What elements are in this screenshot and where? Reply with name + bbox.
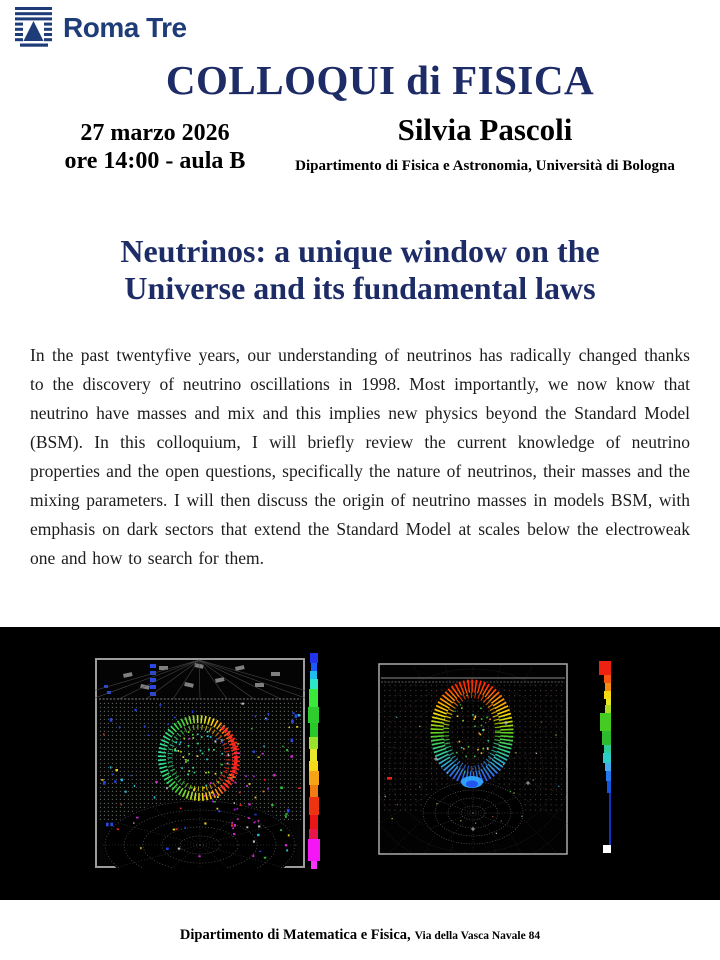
event-time-room: ore 14:00 - aula B [64, 148, 246, 174]
speaker-affiliation: Dipartimento di Fisica e Astronomia, Università di Bologna [295, 158, 675, 174]
neutrino-event-display-left [95, 658, 305, 868]
neutrino-event-display-right [378, 663, 568, 855]
colorbar-left [305, 653, 322, 869]
speaker-block [280, 112, 690, 175]
logo-text: Roma Tre [63, 12, 187, 43]
event-date: 27 marzo 2026 [80, 120, 230, 146]
footer [0, 926, 720, 944]
abstract-text: In the past twentyfive years, our understanding of neutrinos has radically changed thanks to the discovery of neutrino oscillations in 1998. Most importantly, we now know that neutrino have masses and mix and this implies new physics beyond the Standard Model (BSM). In this colloquium, I will briefly review the current knowledge of neutrino properties and the open questions, specifically the nature of neutrinos, their masses and the mixing parameters. I will then discuss the origin of neutrino masses in models BSM, with emphasis on dark sectors that extend the Standard Model at scales below the electroweak one and how to search for them. [30, 345, 690, 568]
talk-title [0, 233, 720, 307]
footer-address: Via della Vasca Navale 84 [414, 930, 541, 942]
event-date-block [30, 119, 280, 175]
colorbar-right [596, 661, 611, 853]
roma-tre-logo [14, 7, 187, 49]
footer-department: Dipartimento di Matematica e Fisica, [179, 927, 411, 943]
talk-title-line1: Neutrinos: a unique window on the [120, 233, 600, 269]
talk-title-line2: Universe and its fundamental laws [124, 270, 596, 306]
page-title: COLLOQUI di FISICA [165, 57, 595, 103]
event-display-banner [0, 627, 720, 900]
roma-tre-logo-icon [14, 7, 54, 49]
speaker-name: Silvia Pascoli [397, 112, 573, 147]
